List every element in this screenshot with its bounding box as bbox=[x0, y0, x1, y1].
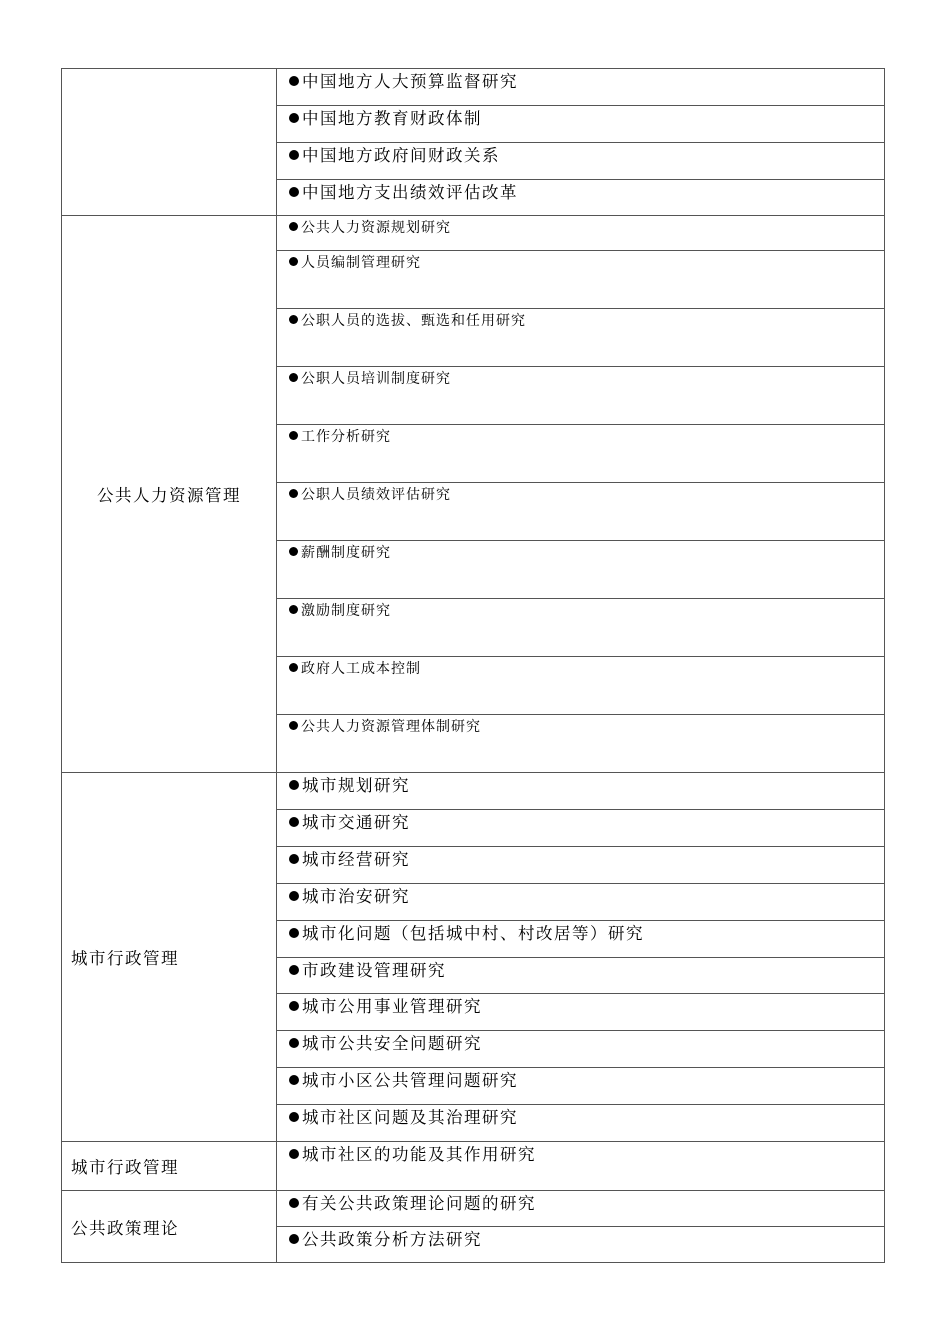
bullet-icon bbox=[289, 373, 298, 382]
topic-label: 城市经营研究 bbox=[302, 850, 410, 869]
topic-label: 城市社区的功能及其作用研究 bbox=[302, 1145, 536, 1164]
topic-item bbox=[277, 921, 885, 958]
topic-item bbox=[277, 958, 885, 994]
bullet-icon bbox=[289, 1112, 299, 1122]
topic-item bbox=[277, 657, 885, 715]
bullet-icon bbox=[289, 1234, 299, 1244]
topic-label: 城市社区问题及其治理研究 bbox=[302, 1108, 518, 1127]
topic-label: 公职人员绩效评估研究 bbox=[301, 487, 451, 503]
bullet-icon bbox=[289, 222, 298, 231]
topic-label: 城市化问题（包括城中村、村改居等）研究 bbox=[302, 924, 644, 943]
topic-label: 城市公用事业管理研究 bbox=[302, 997, 482, 1016]
bullet-icon bbox=[289, 1075, 299, 1085]
topic-item bbox=[277, 367, 885, 425]
topic-label: 中国地方人大预算监督研究 bbox=[302, 72, 518, 91]
topic-label: 有关公共政策理论问题的研究 bbox=[302, 1194, 536, 1213]
topic-item bbox=[277, 1191, 885, 1227]
topic-label: 人员编制管理研究 bbox=[301, 255, 421, 271]
topic-label: 中国地方政府间财政关系 bbox=[302, 146, 500, 165]
table-row bbox=[62, 69, 885, 106]
table-row bbox=[62, 1142, 885, 1191]
topic-item bbox=[277, 180, 885, 216]
bullet-icon bbox=[289, 113, 299, 123]
topic-label: 城市交通研究 bbox=[302, 813, 410, 832]
topic-item bbox=[277, 994, 885, 1031]
category-cell: 公共政策理论 bbox=[62, 1191, 277, 1263]
bullet-icon bbox=[289, 187, 299, 197]
topic-item bbox=[277, 810, 885, 847]
topic-item bbox=[277, 143, 885, 180]
topic-item bbox=[277, 599, 885, 657]
topic-label: 激励制度研究 bbox=[301, 603, 391, 619]
topic-label: 城市治安研究 bbox=[302, 887, 410, 906]
bullet-icon bbox=[289, 721, 298, 730]
bullet-icon bbox=[289, 431, 298, 440]
bullet-icon bbox=[289, 891, 299, 901]
bullet-icon bbox=[289, 817, 299, 827]
topic-item bbox=[277, 715, 885, 773]
topic-item bbox=[277, 773, 885, 810]
topic-label: 公共人力资源规划研究 bbox=[301, 220, 451, 236]
topic-item bbox=[277, 1068, 885, 1105]
topic-item bbox=[277, 483, 885, 541]
topic-label: 城市小区公共管理问题研究 bbox=[302, 1071, 518, 1090]
topic-label: 市政建设管理研究 bbox=[302, 961, 446, 980]
bullet-icon bbox=[289, 547, 298, 556]
bullet-icon bbox=[289, 780, 299, 790]
topic-item bbox=[277, 1105, 885, 1142]
topic-label: 公职人员培训制度研究 bbox=[301, 371, 451, 387]
topic-item bbox=[277, 425, 885, 483]
research-topics-table bbox=[61, 68, 885, 1263]
topic-item bbox=[277, 541, 885, 599]
bullet-icon bbox=[289, 1149, 299, 1159]
topic-label: 中国地方教育财政体制 bbox=[302, 109, 482, 128]
bullet-icon bbox=[289, 1198, 299, 1208]
topic-item bbox=[277, 847, 885, 884]
bullet-icon bbox=[289, 315, 298, 324]
topic-item bbox=[277, 106, 885, 143]
topic-label: 公共人力资源管理体制研究 bbox=[301, 719, 481, 735]
category-cell: 城市行政管理 bbox=[62, 1142, 277, 1191]
table-row bbox=[62, 1191, 885, 1227]
topic-item bbox=[277, 884, 885, 921]
bullet-icon bbox=[289, 663, 298, 672]
topic-item bbox=[277, 1227, 885, 1263]
table-row bbox=[62, 216, 885, 251]
category-cell bbox=[62, 69, 277, 216]
category-cell: 城市行政管理 bbox=[62, 773, 277, 1142]
topic-item bbox=[277, 216, 885, 251]
topic-label: 工作分析研究 bbox=[301, 429, 391, 445]
topic-item bbox=[277, 1031, 885, 1068]
bullet-icon bbox=[289, 1001, 299, 1011]
table-row bbox=[62, 773, 885, 810]
bullet-icon bbox=[289, 928, 299, 938]
bullet-icon bbox=[289, 965, 299, 975]
bullet-icon bbox=[289, 605, 298, 614]
topic-label: 薪酬制度研究 bbox=[301, 545, 391, 561]
topic-item bbox=[277, 69, 885, 106]
topic-label: 城市公共安全问题研究 bbox=[302, 1034, 482, 1053]
bullet-icon bbox=[289, 150, 299, 160]
topic-label: 政府人工成本控制 bbox=[301, 661, 421, 677]
bullet-icon bbox=[289, 854, 299, 864]
topic-item bbox=[277, 309, 885, 367]
bullet-icon bbox=[289, 1038, 299, 1048]
topic-label: 城市规划研究 bbox=[302, 776, 410, 795]
bullet-icon bbox=[289, 257, 298, 266]
topic-label: 公职人员的选拔、甄选和任用研究 bbox=[301, 313, 526, 329]
topic-item bbox=[277, 1142, 885, 1191]
category-cell: 公共人力资源管理 bbox=[62, 216, 277, 773]
topic-label: 中国地方支出绩效评估改革 bbox=[302, 183, 518, 202]
bullet-icon bbox=[289, 76, 299, 86]
topic-item bbox=[277, 251, 885, 309]
topic-label: 公共政策分析方法研究 bbox=[302, 1230, 482, 1249]
bullet-icon bbox=[289, 489, 298, 498]
